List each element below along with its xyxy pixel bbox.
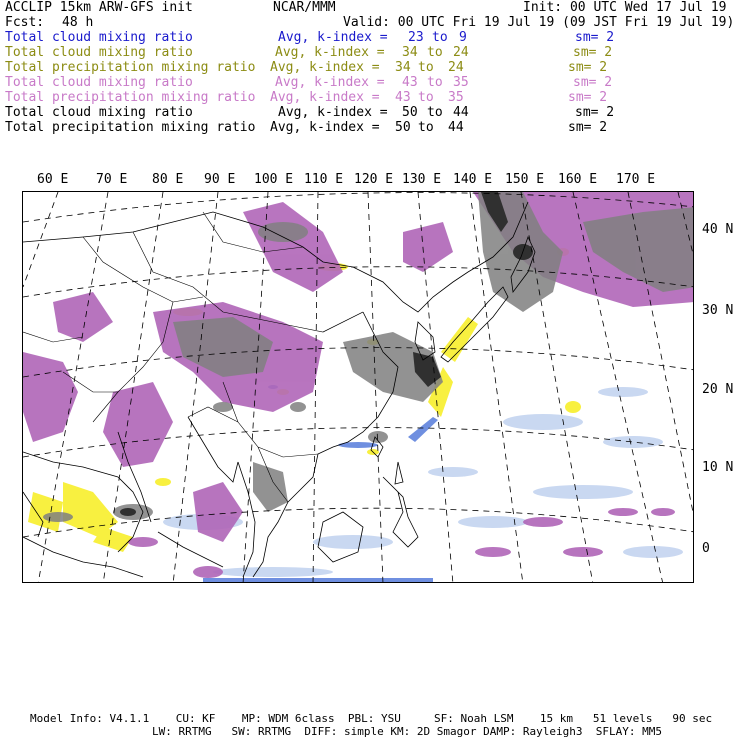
model-title: ACCLIP 15km ARW-GFS init [5,0,193,15]
top-level-cloud-layer [43,192,694,522]
lat-label: 40 N [702,222,734,237]
map-panel [22,191,694,583]
legend-k-from: 43 [402,75,418,90]
legend-k-from: 43 [395,90,411,105]
legend-k-to: 9 [459,30,467,45]
legend-to: to [418,60,434,75]
legend-field: Total precipitation mixing ratio [5,90,256,105]
init-time: Init: 00 UTC Wed 17 Jul 19 [523,0,727,15]
legend-k-to: 44 [453,105,469,120]
map-canvas [23,192,694,583]
legend-field: Total cloud mixing ratio [5,30,193,45]
lon-label: 160 E [558,172,598,187]
legend-to: to [418,120,434,135]
legend-avg: Avg, k-index = [278,105,388,120]
legend-k-to: 24 [448,60,464,75]
legend-k-to: 24 [453,45,469,60]
legend-row-1 [5,30,735,45]
legend-avg: Avg, k-index = [270,90,380,105]
legend-to: to [427,105,443,120]
legend-k-from: 34 [402,45,418,60]
lat-label: 30 N [702,303,734,318]
valid-time: Valid: 00 UTC Fri 19 Jul 19 (09 JST Fri 19 Jul 19) [343,15,735,30]
lat-label: 0 [702,541,710,556]
lon-label: 80 E [152,172,184,187]
model-info-line-2: LW: RRTMG SW: RRTMG DIFF: simple KM: 2D Smagor DAMP: Rayleigh3 SFLAY: MM5 [152,725,662,738]
legend-sm: sm= 2 [573,75,613,90]
legend-k-to: 35 [453,75,469,90]
legend-field: Total precipitation mixing ratio [5,60,256,75]
lon-label: 170 E [616,172,656,187]
lon-label: 140 E [453,172,493,187]
model-info-footer [0,708,740,740]
lon-label: 150 E [505,172,545,187]
legend-field: Total cloud mixing ratio [5,45,193,60]
legend-field: Total cloud mixing ratio [5,105,193,120]
legend-to: to [427,45,443,60]
center-label: NCAR/MMM [273,0,336,15]
lon-label: 90 E [204,172,236,187]
legend-row-5 [5,90,735,105]
legend-sm: sm= 2 [568,90,608,105]
legend-k-to: 35 [448,90,464,105]
legend-avg: Avg, k-index = [278,30,388,45]
lon-label: 70 E [96,172,128,187]
legend-field: Total precipitation mixing ratio [5,120,256,135]
lon-label: 100 E [254,172,294,187]
lon-label: 120 E [354,172,394,187]
low-level-cloud-core [203,385,438,582]
lat-label: 10 N [702,460,734,475]
legend-k-to: 44 [448,120,464,135]
legend-avg: Avg, k-index = [270,60,380,75]
legend-k-from: 23 [408,30,424,45]
legend-avg: Avg, k-index = [275,75,385,90]
legend-sm: sm= 2 [573,45,613,60]
lon-label: 60 E [37,172,69,187]
legend-sm: sm= 2 [575,30,615,45]
legend-row-7 [5,120,735,135]
legend-sm: sm= 2 [568,60,608,75]
legend-row-2 [5,45,735,60]
legend-row-4 [5,75,735,90]
legend-to: to [432,30,448,45]
legend-sm: sm= 2 [575,105,615,120]
legend-k-from: 34 [395,60,411,75]
fcst-value: 48 h [62,15,94,30]
lat-label: 20 N [702,382,734,397]
plot-header [0,0,740,150]
model-info-line-1: Model Info: V4.1.1 CU: KF MP: WDM 6class PBL: YSU SF: Noah LSM 15 km 51 levels 90 sec [30,712,713,725]
legend-avg: Avg, k-index = [275,45,385,60]
legend-to: to [418,90,434,105]
legend-to: to [427,75,443,90]
legend-row-6 [5,105,735,120]
low-level-cloud-layer [163,387,683,577]
legend-field: Total cloud mixing ratio [5,75,193,90]
legend-row-3 [5,60,735,75]
legend-k-from: 50 [402,105,418,120]
legend-avg: Avg, k-index = [270,120,380,135]
legend-k-from: 50 [395,120,411,135]
lon-label: 130 E [402,172,442,187]
lon-label: 110 E [304,172,344,187]
legend-sm: sm= 2 [568,120,608,135]
fcst-label: Fcst: [5,15,45,30]
